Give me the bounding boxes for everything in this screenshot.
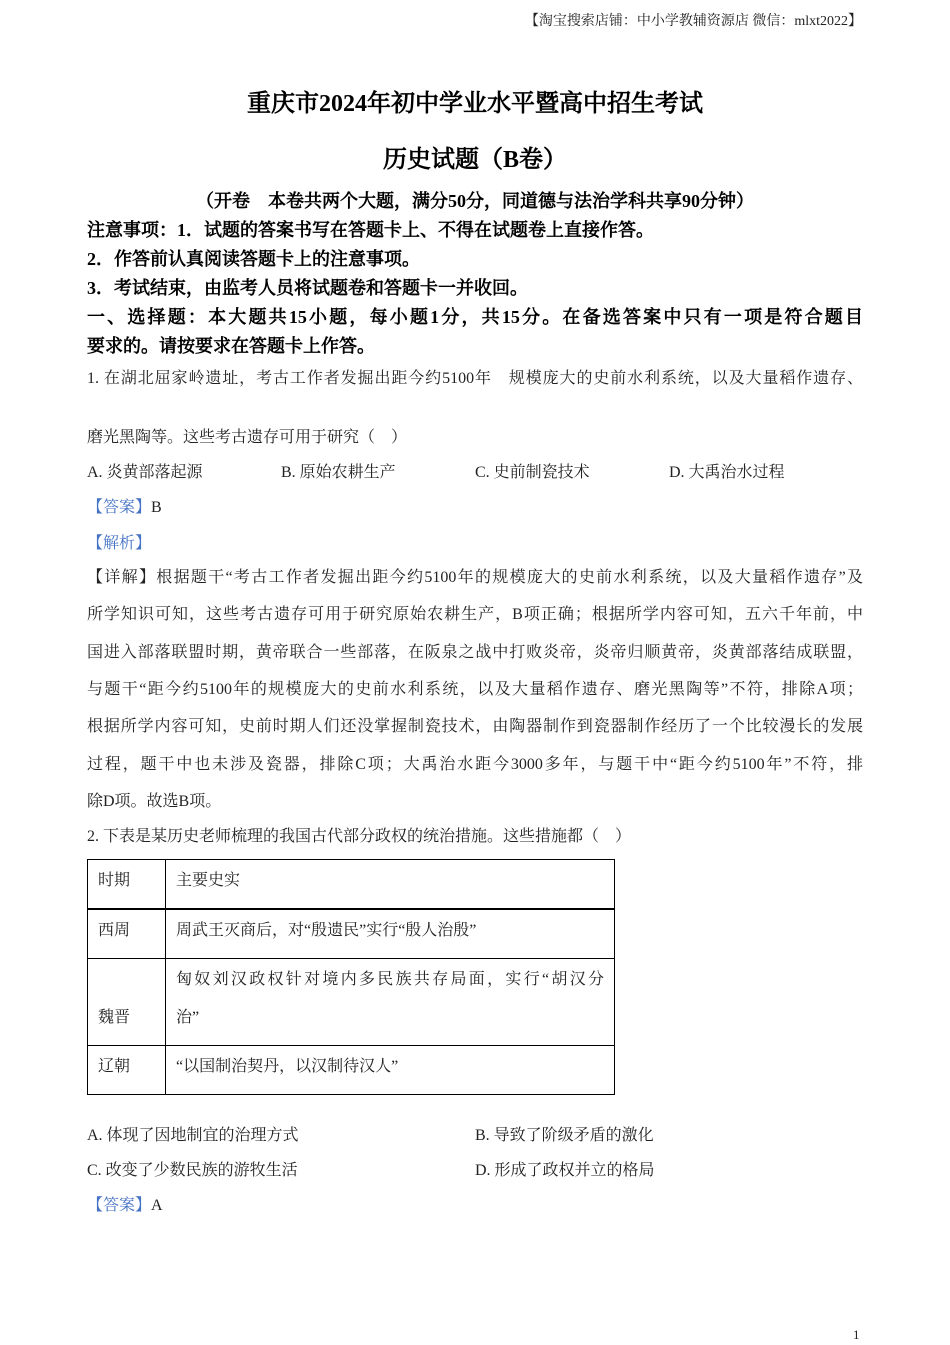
notice-line-1: 注意事项：1．试题的答案书写在答题卡上、不得在试题卷上直接作答。 [87, 220, 654, 240]
q1-detail-line-1: 【详解】根据题干“考古工作者发掘出距今约5100年的规模庞大的史前水利系统，以及大量稻作遗存”及 [87, 569, 863, 586]
q2-stem: 2. 下表是某历史老师梳理的我国古代部分政权的统治措施。这些措施都（ ） [87, 828, 632, 845]
table-cell-period: 魏晋 [88, 959, 166, 1046]
table-cell-fact [166, 909, 615, 959]
table-header-facts: 主要史实 [166, 860, 615, 910]
table-row [88, 909, 615, 959]
table-cell-fact [166, 959, 615, 1046]
q1-answer [87, 490, 863, 526]
table-cell-fact-line: 周武王灭商后，对“殷遗民”实行“殷人治殷” [176, 922, 477, 939]
q1-detail-line-3: 国进入部落联盟时期，黄帝联合一些部落，在阪泉之战中打败炎帝，炎帝归顺黄帝，炎黄部落结成联盟， [87, 643, 863, 661]
table-row [88, 1046, 615, 1095]
q1-detail-line-5: 根据所学内容可知，史前时期人们还没掌握制瓷技术，由陶器制作到瓷器制作经历了一个比较漫长的发展 [87, 718, 863, 736]
section-intro-line-2: 要求的。请按要求在答题卡上作答。 [87, 336, 375, 356]
section-intro-line-1: 一、选择题：本大题共15小题，每小题1分，共15分。在备选答案中只有一项是符合题目 [87, 307, 863, 327]
table-row [88, 959, 615, 1046]
exam-title: 重庆市2024年初中学业水平暨高中招生考试 [247, 91, 703, 117]
q2-option-b: B. 导致了阶级矛盾的激化 [475, 1127, 654, 1144]
table-cell-period: 辽朝 [88, 1046, 166, 1095]
table-cell-fact-line: 匈奴刘汉政权针对境内多民族共存局面，实行“胡汉分 [176, 971, 604, 988]
q2-option-a: A. 体现了因地制宜的治理方式 [87, 1127, 299, 1144]
q2-options-row-2 [87, 1153, 863, 1188]
q1-detail-line-4: 与题干“距今约5100年的规模庞大的史前水利系统，以及大量稻作遗存、磨光黑陶等”不符，排除A项； [87, 680, 863, 698]
q2-answer-label: 【答案】 [87, 1197, 152, 1214]
q2-option-d: D. 形成了政权并立的格局 [475, 1162, 655, 1179]
q1-option-d: D. 大禹治水过程 [669, 464, 785, 481]
table-header-period: 时期 [88, 860, 166, 910]
q1-detail-line-2: 所学知识可知，这些考古遗存可用于研究原始农耕生产，B项正确；根据所学内容可知，五六千年前，中 [87, 606, 863, 624]
q1-detail-line-6: 过程，题干中也未涉及瓷器，排除C项；大禹治水距今3000多年，与题干中“距今约5100年”不符，排 [87, 755, 863, 773]
table-cell-fact-line: 治” [176, 1009, 200, 1026]
q1-analysis-label: 【解析】 [87, 535, 152, 552]
notice-line-2: 2．作答前认真阅读答题卡上的注意事项。 [87, 249, 420, 269]
q1-stem-line-2: 磨光黑陶等。这些考古遗存可用于研究（ ） [87, 429, 408, 446]
notice-line-3: 3．考试结束，由监考人员将试题卷和答题卡一并收回。 [87, 278, 528, 298]
exam-note: （开卷 本卷共两个大题，满分50分，同道德与法治学科共享90分钟） [196, 191, 754, 211]
exam-subtitle: 历史试题（B卷） [382, 147, 567, 173]
q2-option-c: C. 改变了少数民族的游牧生活 [87, 1162, 298, 1179]
q1-stem-line-1: 1. 在湖北屈家岭遗址，考古工作者发掘出距今约5100年 规模庞大的史前水利系统，以及大量稻作遗存、 [87, 370, 863, 387]
instructions-block [87, 216, 863, 361]
q1-detail [87, 559, 863, 820]
q2-measures-table [87, 859, 615, 1095]
q1-answer-label: 【答案】 [87, 499, 152, 516]
table-cell-fact-line: “以国制治契丹，以汉制待汉人” [176, 1058, 399, 1075]
q1-option-a: A. 炎黄部落起源 [87, 464, 203, 481]
q1-options [87, 455, 863, 491]
table-cell-period: 西周 [88, 909, 166, 959]
q1-option-c: C. 史前制瓷技术 [475, 464, 590, 481]
table-cell-fact [166, 1046, 615, 1095]
page-number: 1 [853, 1327, 860, 1342]
q2-options-row-1 [87, 1118, 863, 1153]
q2-answer-value: A [151, 1197, 163, 1214]
table-header-row [88, 860, 615, 910]
q1-detail-line-7: 除D项。故选B项。 [87, 792, 222, 810]
q1-option-b: B. 原始农耕生产 [281, 464, 396, 481]
q2-answer [87, 1188, 863, 1224]
q1-answer-value: B [151, 499, 162, 516]
shop-header-note: 【淘宝搜索店铺：中小学教辅资源店 微信：mlxt2022】 [524, 14, 862, 29]
